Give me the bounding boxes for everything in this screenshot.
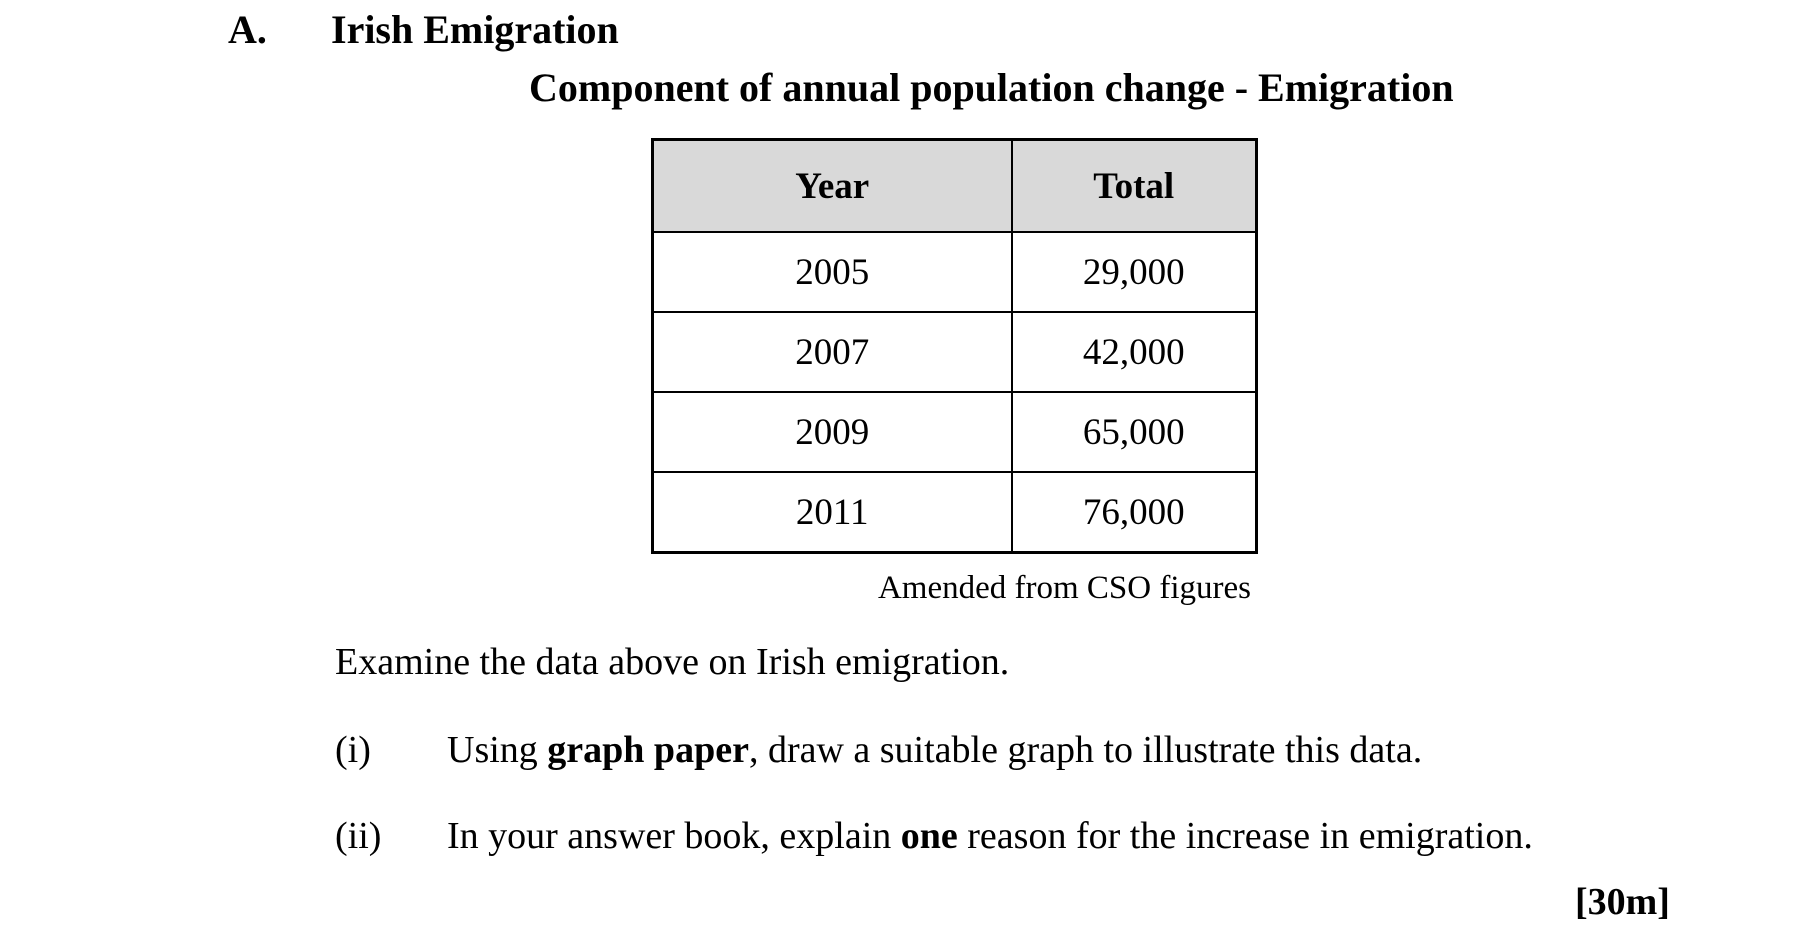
table-caption: Amended from CSO figures [877,570,1251,606]
intro-text: Examine the data above on Irish emigration. [335,641,1010,683]
question-i [335,728,1422,772]
question-i-label: (i) [335,729,371,771]
table-row [653,232,1257,312]
section-label: A. [228,7,267,52]
marks-label: [30m] [1575,881,1670,923]
table-header-total: Total [1012,140,1257,233]
table-row [653,312,1257,392]
total-cell: 42,000 [1012,312,1257,392]
question-ii-text-post: reason for the increase in emigration. [957,815,1533,857]
table-row [653,472,1257,553]
total-cell: 29,000 [1012,232,1257,312]
section-title: Irish Emigration [331,7,619,52]
emigration-table [651,138,1258,554]
year-cell: 2005 [653,232,1012,312]
table-header-year: Year [653,140,1012,233]
question-ii-text-pre: In your answer book, explain [447,815,901,857]
table-title: Component of annual population change - Emigration [529,65,1454,110]
question-ii [335,814,1533,858]
question-ii-text-bold: one [900,815,958,857]
question-ii-label: (ii) [335,815,382,857]
year-cell: 2011 [653,472,1012,553]
section-heading [228,6,619,53]
total-cell: 65,000 [1012,392,1257,472]
table-header-row [653,140,1257,233]
question-i-text-post: , draw a suitable graph to illustrate this data. [748,729,1423,771]
year-cell: 2007 [653,312,1012,392]
question-i-text-pre: Using [447,729,548,771]
table-row [653,392,1257,472]
question-i-text-bold: graph paper [547,729,749,771]
year-cell: 2009 [653,392,1012,472]
total-cell: 76,000 [1012,472,1257,553]
